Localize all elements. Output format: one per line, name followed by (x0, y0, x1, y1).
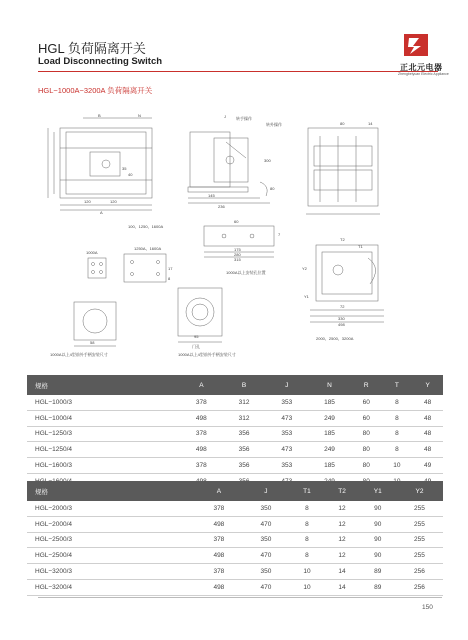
table-row (27, 579, 443, 595)
dim-120a: 120 (84, 199, 91, 204)
table-cell: 256 (396, 579, 443, 595)
title-divider (38, 71, 438, 72)
column-header: R (351, 375, 382, 395)
table-cell: 249 (308, 442, 351, 458)
table-cell: 185 (308, 395, 351, 410)
mount-1250a (124, 254, 166, 282)
table-cell: 356 (223, 442, 266, 458)
table-cell: 10 (382, 458, 413, 474)
table-cell: 498 (195, 516, 242, 532)
table-cell: 498 (180, 442, 223, 458)
table-cell: 90 (360, 516, 396, 532)
table-cell: HGL−3200/3 (27, 564, 195, 580)
caption-door2: 1000A以上4型前外手柄安装尺寸 (178, 352, 236, 357)
label-range1: 100、1250、1600A (128, 224, 164, 229)
dim-35: 35 (122, 166, 127, 171)
table-cell: 378 (195, 501, 242, 516)
table-cell: 80 (351, 426, 382, 442)
label-1000a: 1000A (86, 250, 98, 255)
column-header: 规格 (27, 375, 180, 395)
label-range2: 2000、2500、3200A (316, 336, 354, 341)
table-cell: 89 (360, 564, 396, 580)
table-cell: 498 (195, 548, 242, 564)
table-cell: HGL−1000/3 (27, 395, 180, 410)
dim-315: 315 (234, 257, 241, 262)
technical-drawing (38, 110, 438, 365)
dim-j: J (224, 114, 226, 119)
table-cell: 12 (324, 532, 359, 548)
table-header-row (27, 375, 443, 395)
dim-b: B (98, 113, 101, 118)
table-cell: 8 (382, 410, 413, 426)
table-cell: 255 (396, 532, 443, 548)
column-header: Y (412, 375, 443, 395)
table-cell: 60 (351, 395, 382, 410)
dim-17: 17 (168, 266, 173, 271)
dim-95: 95 (194, 334, 199, 339)
dim-498: 498 (338, 322, 345, 327)
label-1250a: 1250A、1600A (134, 246, 162, 251)
table-cell: 353 (265, 395, 308, 410)
side-view-large (310, 245, 384, 322)
dim-300: 300 (264, 158, 271, 163)
table-cell: 48 (412, 426, 443, 442)
column-header: 规格 (27, 481, 195, 501)
table-cell: 49 (412, 458, 443, 474)
table-cell: 350 (242, 532, 289, 548)
table-cell: 255 (396, 501, 443, 516)
table-cell: 185 (308, 458, 351, 474)
table-cell: 8 (289, 548, 324, 564)
table-cell: 255 (396, 516, 443, 532)
table-row (27, 501, 443, 516)
table-cell: 48 (412, 395, 443, 410)
table-cell: 60 (351, 410, 382, 426)
table-cell: 12 (324, 548, 359, 564)
table-cell: 498 (195, 579, 242, 595)
door-cutout-1 (74, 302, 116, 346)
column-header: N (308, 375, 351, 395)
table-cell: 89 (360, 579, 396, 595)
column-header: J (242, 481, 289, 501)
table-cell: 378 (180, 426, 223, 442)
front-view (48, 118, 152, 210)
dim-236: 236 (218, 204, 225, 209)
table-cell: 249 (308, 410, 351, 426)
column-header: B (223, 375, 266, 395)
table-cell: 353 (265, 426, 308, 442)
table-cell: 470 (242, 516, 289, 532)
table-cell: 470 (242, 548, 289, 564)
table-cell: 14 (324, 564, 359, 580)
table-row (27, 532, 443, 548)
column-header: Y1 (360, 481, 396, 501)
page-title-en: Load Disconnecting Switch (38, 56, 163, 67)
table-cell: HGL−2000/4 (27, 516, 195, 532)
dim-y2: Y2 (302, 266, 307, 271)
table-cell: 473 (265, 410, 308, 426)
table-cell: 8 (289, 501, 324, 516)
dim-14: 14 (368, 121, 373, 126)
table-cell: HGL−3200/4 (27, 579, 195, 595)
table-cell: 350 (242, 501, 289, 516)
dim-7: 7 (278, 232, 281, 237)
label-door-hole: 门孔 (192, 344, 200, 349)
table-cell: 12 (324, 516, 359, 532)
table-row (27, 442, 443, 458)
table-cell: HGL−1600/3 (27, 458, 180, 474)
dim-58: 58 (90, 340, 95, 345)
table-cell: 255 (396, 548, 443, 564)
dim-60: 60 (234, 219, 239, 224)
dim-72: 72 (340, 304, 345, 309)
table-cell: 378 (180, 458, 223, 474)
table-cell: HGL−2500/4 (27, 548, 195, 564)
dim-t1: T1 (358, 244, 363, 249)
page-title-cn: HGL 负荷隔离开关 (38, 41, 146, 56)
table-row (27, 410, 443, 426)
table-cell: HGL−1250/4 (27, 442, 180, 458)
column-header: T2 (324, 481, 359, 501)
table-row (27, 516, 443, 532)
table-cell: 378 (195, 564, 242, 580)
table-cell: 256 (396, 564, 443, 580)
dim-40: 40 (128, 172, 133, 177)
table-cell: 470 (242, 579, 289, 595)
table-cell: 498 (180, 410, 223, 426)
table-cell: 378 (195, 532, 242, 548)
caption-door1: 1000A以上4型前外手柄安装尺寸 (50, 352, 108, 357)
table-cell: 10 (289, 579, 324, 595)
table-cell: 8 (382, 395, 413, 410)
table-cell: 356 (223, 426, 266, 442)
table-cell: 350 (242, 564, 289, 580)
table-cell: 8 (289, 516, 324, 532)
dim-t2: T2 (340, 237, 345, 242)
table-cell: 14 (324, 579, 359, 595)
table-cell: HGL−1250/3 (27, 426, 180, 442)
table-cell: HGL−2500/3 (27, 532, 195, 548)
dim-330: 330 (338, 316, 345, 321)
table-cell: 90 (360, 532, 396, 548)
table-row (27, 564, 443, 580)
table-header-row (27, 481, 443, 501)
table-cell: HGL−2000/3 (27, 501, 195, 516)
label-handle1: 转手操作 (236, 116, 252, 121)
table-row (27, 458, 443, 474)
column-header: Y2 (396, 481, 443, 501)
dim-145: 145 (208, 193, 215, 198)
section-subtitle: HGL−1000A−3200A 负荷隔离开关 (38, 86, 153, 95)
table-cell: 80 (351, 442, 382, 458)
table-cell: 90 (360, 501, 396, 516)
column-header: T (382, 375, 413, 395)
dim-80b: 80 (340, 121, 345, 126)
note-mount-position: 1000A以上安装孔位置 (226, 270, 266, 275)
label-handle2: 转外操作 (266, 122, 282, 127)
column-header: A (180, 375, 223, 395)
table-cell: 473 (265, 442, 308, 458)
table-cell: 353 (265, 458, 308, 474)
table-cell: 185 (308, 426, 351, 442)
side-view (188, 132, 270, 203)
table-row (27, 426, 443, 442)
dim-a: A (100, 210, 103, 215)
table-cell: 312 (223, 395, 266, 410)
table-row (27, 395, 443, 410)
brand-name: 正北元电器 (400, 63, 443, 72)
table-cell: 10 (289, 564, 324, 580)
table-cell: HGL−1000/4 (27, 410, 180, 426)
table-row (27, 548, 443, 564)
table-cell: 90 (360, 548, 396, 564)
table-cell: 12 (324, 501, 359, 516)
dim-80: 80 (270, 186, 275, 191)
column-header: T1 (289, 481, 324, 501)
table-cell: 8 (289, 532, 324, 548)
right-top-view (306, 128, 380, 214)
dim-8: 8 (168, 276, 171, 281)
table-cell: 8 (382, 426, 413, 442)
dim-y1: Y1 (304, 294, 309, 299)
dim-175: 175 (234, 247, 241, 252)
column-header: A (195, 481, 242, 501)
table-cell: 48 (412, 442, 443, 458)
door-cutout-2 (178, 288, 222, 342)
column-header: J (265, 375, 308, 395)
table-cell: 378 (180, 395, 223, 410)
spec-table-1 (27, 375, 443, 490)
table-cell: 48 (412, 410, 443, 426)
table-cell: 312 (223, 410, 266, 426)
table-cell: 8 (382, 442, 413, 458)
table-cell: 80 (351, 458, 382, 474)
dim-280: 280 (234, 252, 241, 257)
footer-divider (38, 597, 442, 598)
mount-1000a (88, 258, 106, 278)
page-number: 150 (422, 604, 433, 611)
spec-table-2 (27, 481, 443, 596)
table-cell: 356 (223, 458, 266, 474)
dim-120b: 120 (110, 199, 117, 204)
brand-subtitle: Zhengbeiyuan Electric Appliance (398, 72, 449, 76)
dim-n: N (138, 113, 141, 118)
